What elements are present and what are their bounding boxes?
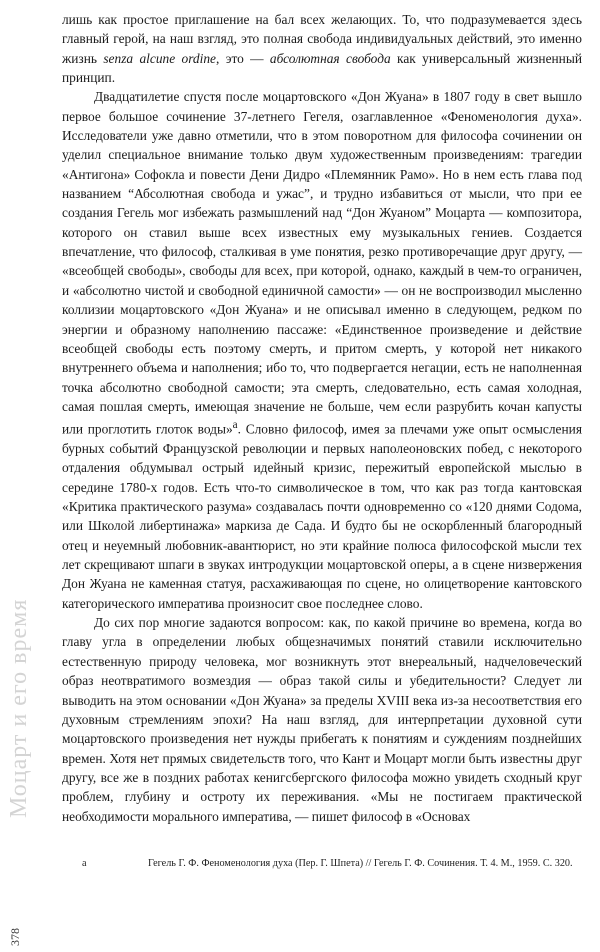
footnote-text: Гегель Г. Ф. Феноменология духа (Пер. Г. Шпета) // Гегель Г. Ф. Сочинения. Т. 4. М., 1959. С. 320. xyxy=(148,858,573,869)
italic-phrase: senza alcune ordine xyxy=(103,50,216,66)
text-run: как универсальный жизненный принцип. xyxy=(62,50,583,86)
main-text xyxy=(62,10,582,826)
text-run: , это — xyxy=(215,50,270,66)
paragraph-3 xyxy=(62,613,582,826)
text-run: . Словно философ, имея за плечами уже опыт осмысления бурных событий Французской революции и первых наполеоновских побед, с некоторого отдаления обдумывал острый идейный кризис, пережитый европейской мыслью в середине 1780-х годов. Есть что-то символическое в том, что как раз тогда кантовская «Критика практического разума» создавалась почти одновременно со «120 днями Содома, или Школой либертинажа» маркиза де Сада. И будто бы не оскорбленный благородный отец и неуемный любовник-авантюрист, но эти крайние полюса философской мысли тех лет скрещивают шпаги в звуках интродукции моцартовской оперы, а в сцене низвержения Дон Жуана не каменная статуя, расхаживающая по сцене, но олицетворение кантовского категорического императива произносит свое последнее слово. xyxy=(62,421,582,611)
text-run: Двадцатилетие спустя после моцартовского «Дон Жуана» в 1807 году в свет вышло первое большое сочинение 37-летнего Гегеля, озаглавленное «Феноменология духа». Исследователи уже давно отметили, что в этом поворотном для философа сочинении он уделил специальное внимание только двум художественным произведениям: трагедии «Антигона» Софокла и повести Дени Дидро «Племянник Рамо». Но в нем есть глава под названием “Абсолютная свобода и ужас”, и трудно избавиться от мысли, что при ее создания Гегель мог избежать размышлений над “Дон Жуаном” Моцарта — композитора, которого он ставил выше всех известных ему музыкальных гениев. Создается впечатление, что философ, сталкивая в уме понятия, резко противоречащие друг другу, — «всеобщей свободы», свободы для всех, при которой, однако, каждый в чем-то ограничен, и «абсолютно чистой и свободной единичной самости» — он не воспроизводил мысленно коллизии моцартовского «Дон Жуана» и не описывал именно в следующем, редком по энергии и образному наполнению пассаже: «Единственное произведение и действие всеобщей свободы есть поэтому смерть, и притом смерть, у которой нет никакого внутреннего объема и наполнения; ибо то, что подвергается негации, есть не наполненная точка абсолютно свободной самости; эта смерть, следовательно, есть самая холодная, самая пошлая смерть, имеющая значение не больше, чем если разрубить кочан капусты или проглотить глоток воды» xyxy=(62,89,582,437)
text-run: До сих пор многие задаются вопросом: как, по какой причине во времена, когда во главу угла в определении любых общезначимых понятий ставили исключительно естественную природу человека, мог возникнуть этот внереальный, надчеловеческий образ неотвратимого возмездия — образ такой силы и убедительности? Следует ли выводить на этом основании «Дон Жуана» за пределы XVIII века из-за несоответствия его духовным стремлениям эпохи? На наш взгляд, для интерпретации духовной сути моцартовского произведения нет нужды прибегать к понятиям и суждениям позднейших времен. Хотя нет прямых свидетельств того, что Кант и Моцарт могли быть известны друг другу, все же в поздних работах кенигсбергского философа можно увидеть сходный круг проблем, глубину и остроту их переживания. «Мы не постигаем практической необходимости морального императива, — пишет философ в «Основах xyxy=(62,615,582,824)
text-run: лишь как простое приглашение на бал всех желающих. То, что подразумевается здесь главный герой, на наш взгляд, это полная свобода индивидуальных действий, это именно жизнь xyxy=(62,12,582,66)
page-number: 378 xyxy=(8,928,22,946)
footnote-reference: а xyxy=(232,419,238,432)
footnote xyxy=(62,857,582,871)
footnote-mark: а xyxy=(82,858,87,869)
paragraph-1 xyxy=(62,10,582,87)
italic-phrase: абсолютная свобода xyxy=(269,50,391,66)
paragraph-2 xyxy=(62,87,582,613)
side-running-title: Моцарт и его время xyxy=(6,598,32,818)
